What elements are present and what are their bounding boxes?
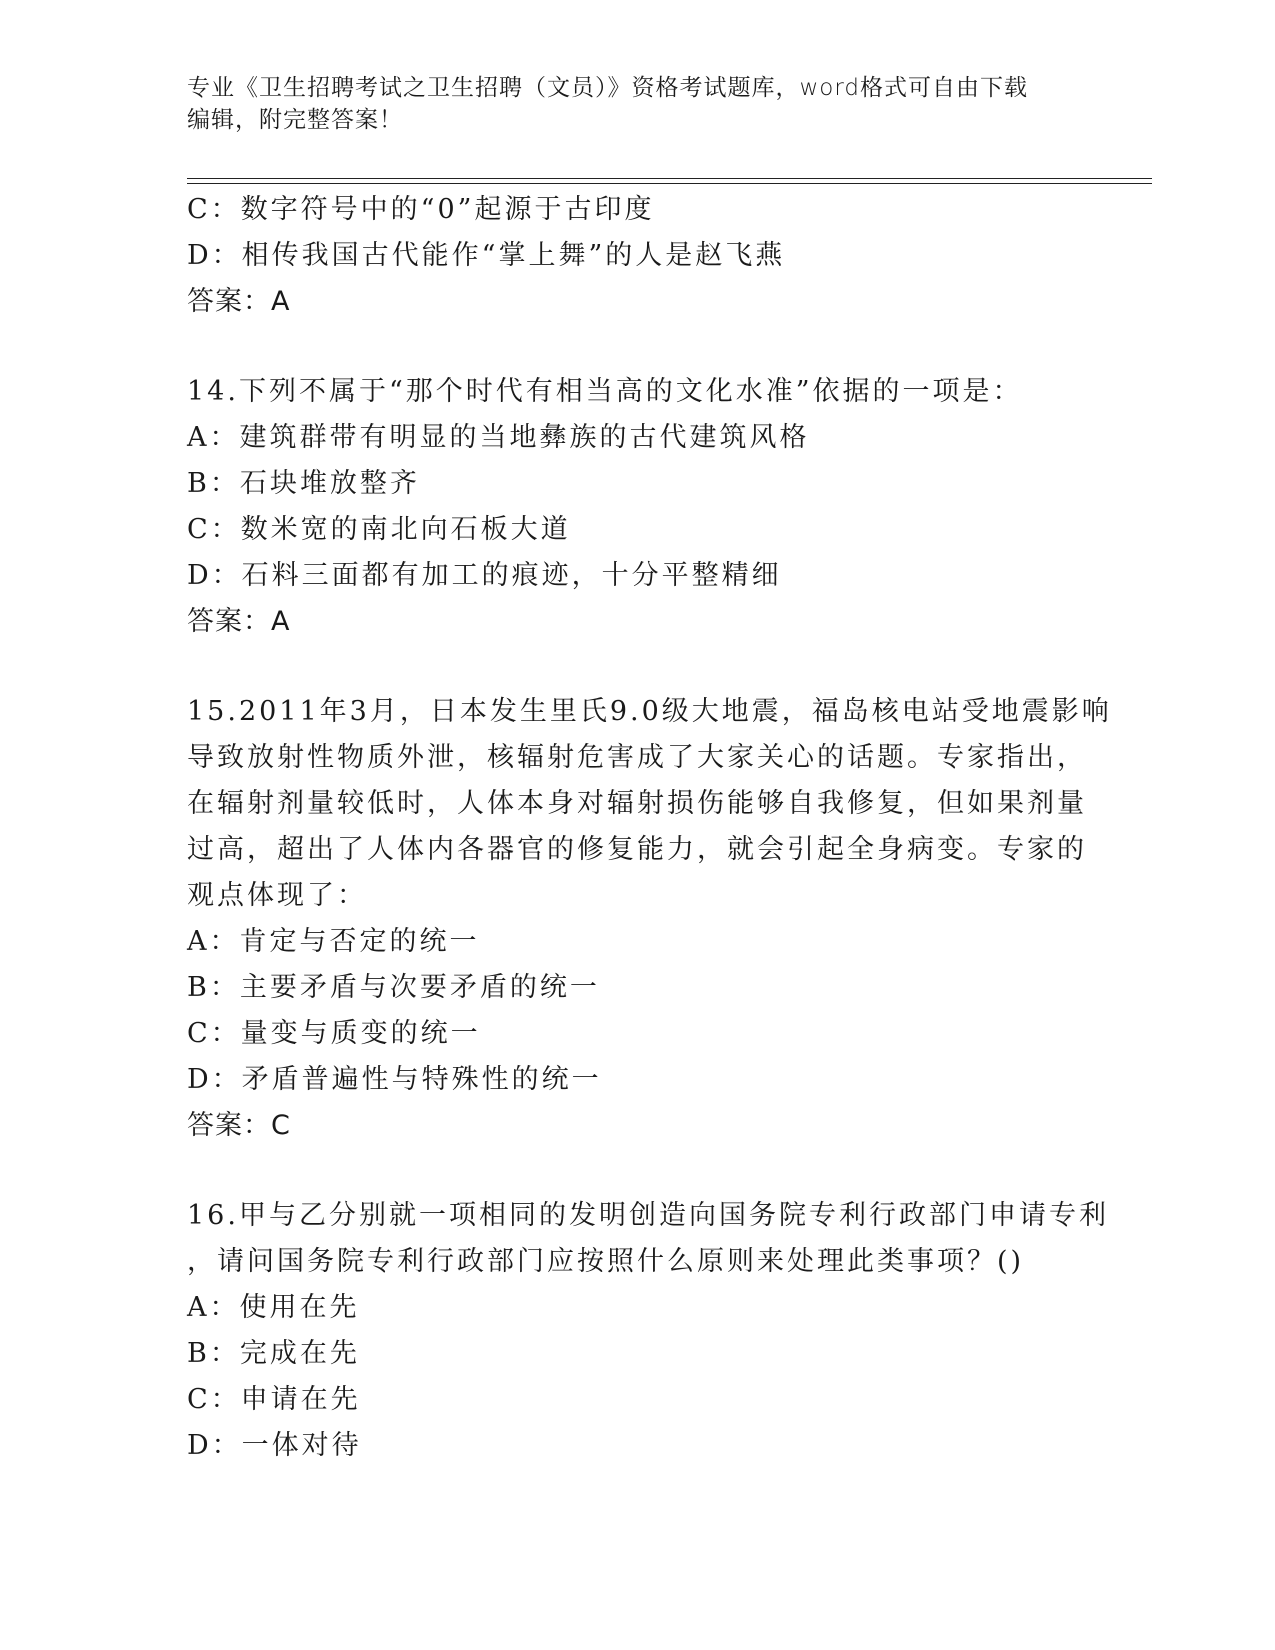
option-d: D：矛盾普遍性与特殊性的统一 [187,1064,602,1095]
option-c: C：量变与质变的统一 [187,1018,481,1049]
question-stem: 14.下列不属于“那个时代有相当高的文化水准”依据的一项是： [187,376,1023,407]
question-stem-line: 16.甲与乙分别就一项相同的发明创造向国务院专利行政部门申请专利 [187,1200,1109,1231]
option-b: B：完成在先 [187,1338,360,1369]
answer: 答案：A [187,606,291,637]
question-stem-line: 15.2011年3月，日本发生里氏9.0级大地震，福岛核电站受地震影响 [187,696,1112,727]
question-15 [187,689,1112,1149]
option-d: D：相传我国古代能作“掌上舞”的人是赵飞燕 [187,240,786,271]
header-line-1: 专业《卫生招聘考试之卫生招聘（文员）》资格考试题库，word格式可自由下载 [187,75,1029,101]
option-d: D：一体对待 [187,1430,362,1461]
question-stem-line: 在辐射剂量较低时，人体本身对辐射损伤能够自我修复，但如果剂量 [187,788,1087,819]
answer: 答案：A [187,286,291,317]
question-14 [187,369,1087,645]
option-b: B：主要矛盾与次要矛盾的统一 [187,972,600,1003]
option-c: C：数米宽的南北向石板大道 [187,514,571,545]
spacer [187,325,1087,369]
answer: 答案：C [187,1110,291,1141]
option-a: A：肯定与否定的统一 [187,926,480,957]
question-stem-line: 导致放射性物质外泄，核辐射危害成了大家关心的话题。专家指出， [187,742,1087,773]
question-stem-line: 过高，超出了人体内各器官的修复能力，就会引起全身病变。专家的 [187,834,1087,865]
question-list [187,187,1112,1469]
question-16 [187,1193,1109,1469]
spacer [187,645,1087,689]
option-b: B：石块堆放整齐 [187,468,420,499]
option-a: A：建筑群带有明显的当地彝族的古代建筑风格 [187,422,810,453]
option-a: A：使用在先 [187,1292,360,1323]
option-c: C：申请在先 [187,1384,361,1415]
question-13 [187,187,1087,325]
option-c: C：数字符号中的“0”起源于古印度 [187,194,655,225]
header-line-2: 编辑，附完整答案！ [187,107,403,133]
header-divider-bottom [187,183,1152,184]
header-divider-top [187,178,1152,179]
document-header [187,72,1087,136]
spacer [187,1149,1087,1193]
question-stem-line: ，请问国务院专利行政部门应按照什么原则来处理此类事项？() [187,1246,1025,1277]
option-d: D：石料三面都有加工的痕迹，十分平整精细 [187,560,782,591]
question-stem-line: 观点体现了： [187,880,367,911]
